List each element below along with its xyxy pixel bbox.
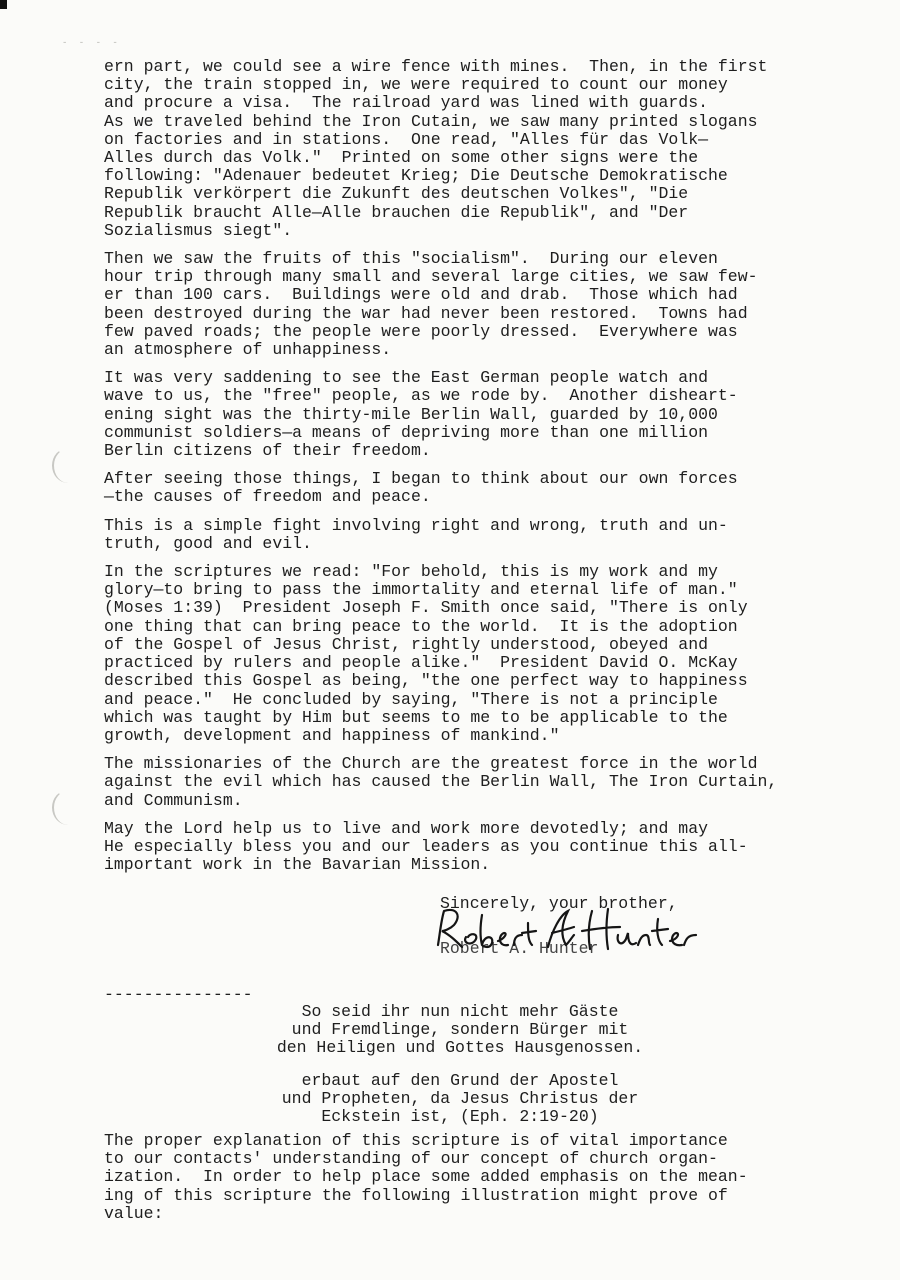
paragraph: It was very saddening to see the East German people watch and wave to us, the "free" people, as we rode by. Another disheart- ening sight was the thirty-mile Berlin Wall, guarded by 10,000 communist soldiers—a means of depriving more than one million Berlin citizens of their freedom.	[104, 368, 738, 461]
paragraph: In the scriptures we read: "For behold, this is my work and my glory—to bring to pass the immortality and eternal life of man." (Moses 1:39) President Joseph F. Smith once said, "There is only one thing that can bring peace to the world. It is the adoption of the Gospel of Jesus Christ, rightly understood, obeyed and practiced by rulers and people alike." President David O. McKay described this Gospel as being, "the one perfect way to happiness and peace." He concluded by saying, "There is not a principle which was taught by Him but seems to me to be applicable to the growth, development and happiness of mankind."	[104, 562, 748, 745]
letter-body	[104, 58, 874, 884]
paragraph: This is a simple fight involving right and wrong, truth and un- truth, good and evil.	[104, 515, 728, 553]
valediction: Sincerely, your brother,	[440, 894, 678, 913]
letter-closing	[440, 895, 760, 965]
handwritten-signature	[432, 905, 702, 957]
paragraph: Then we saw the fruits of this "socialism". During our eleven hour trip through many small and several large cities, we saw few- er than 100 cars. Buildings were old and drab. Those which had been destroyed during the war had never been restored. Towns had few paved roads; the people were poorly dressed. Everywhere was an atmosphere of unhappiness.	[104, 249, 758, 360]
scan-corner-mark	[0, 0, 7, 9]
verse-stanza: erbaut auf den Grund der Apostel und Propheten, da Jesus Christus der Eckstein ist, (Eph. 2:19-20)	[281, 1071, 639, 1127]
typed-name: Robert A. Hunter	[440, 939, 599, 958]
paragraph: After seeing those things, I began to think about our own forces —the causes of freedom and peace.	[104, 469, 738, 507]
punch-hole-mark	[52, 448, 84, 483]
faint-top-marks: - - - -	[62, 38, 121, 48]
paragraph: The missionaries of the Church are the greatest force in the world against the evil which has caused the Berlin Wall, The Iron Curtain, and Communism.	[104, 754, 778, 810]
verse-stanza: So seid ihr nun nicht mehr Gäste und Fremdlinge, sondern Bürger mit den Heiligen und Gottes Hausgenossen.	[276, 1002, 644, 1058]
punch-hole-mark	[52, 790, 84, 825]
closing-paragraph: The proper explanation of this scripture is of vital importance to our contacts' understanding of our concept of church organ- ization. In order to help place some added emphasis on the mean- ing of this scripture the following illustration might prove of value:	[104, 1131, 748, 1223]
separator-line: ---------------	[104, 985, 253, 1004]
paragraph: ern part, we could see a wire fence with mines. Then, in the first city, the train stopped in, we were required to count our money and procure a visa. The railroad yard was lined with guards. As we traveled behind the Iron Cutain, we saw many printed slogans on factories and in stations. One read, "Alles für das Volk— Alles durch das Volk." Printed on some other signs were the following: "Adenauer bedeutet Krieg; Die Deutsche Demokratische Republik verkörpert die Zukunft des deutschen Volkes", "Die Republik braucht Alle—Alle brauchen die Republik", and "Der Sozialismus siegt".	[104, 57, 768, 240]
paragraph: May the Lord help us to live and work more devotedly; and may He especially bless you and our leaders as you continue this all- important work in the Bavarian Mission.	[104, 818, 748, 875]
